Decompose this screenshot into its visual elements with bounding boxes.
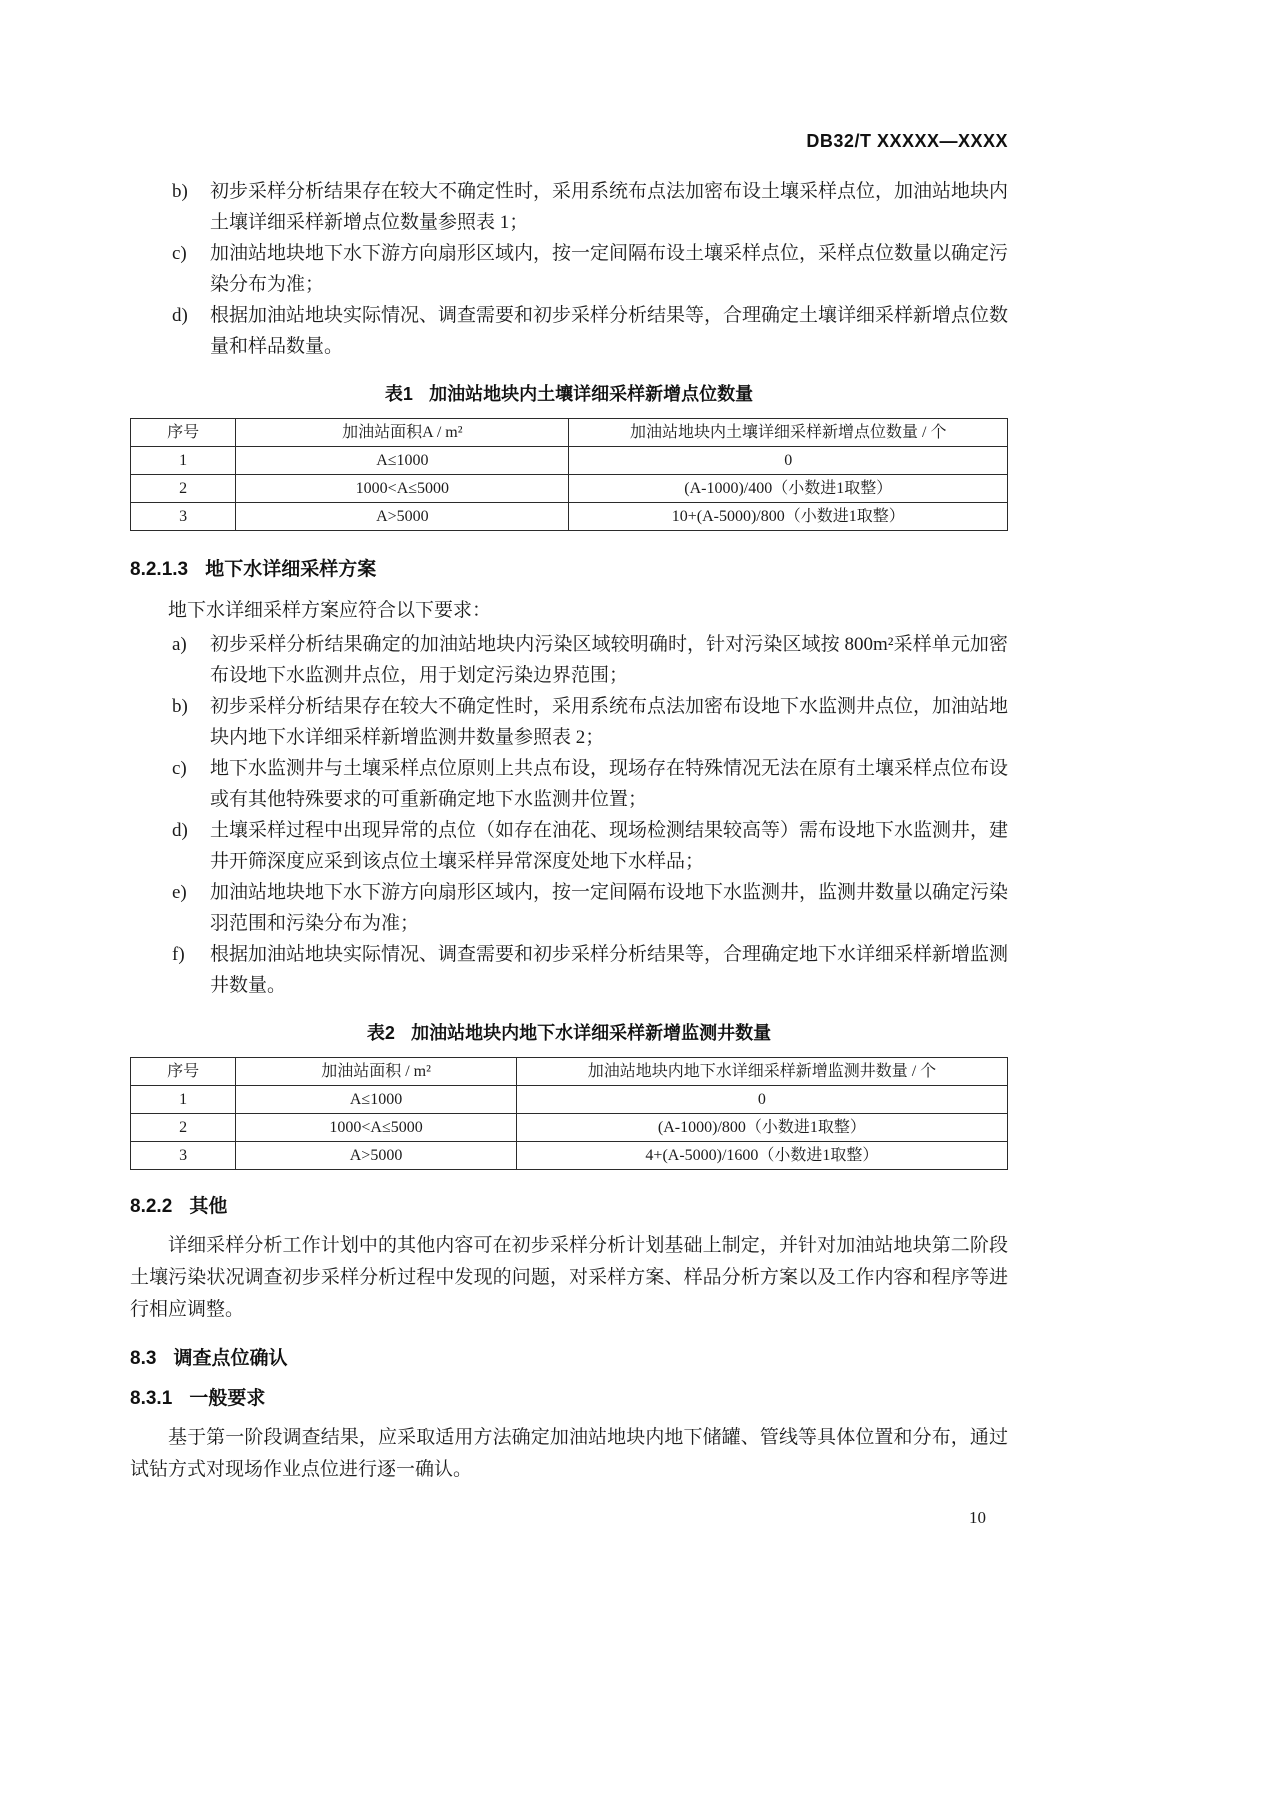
table2-cell: 3	[131, 1142, 236, 1170]
table2-header-row	[131, 1058, 1008, 1086]
table-row	[131, 1086, 1008, 1114]
table-row	[131, 447, 1008, 475]
section-number: 8.3.1	[130, 1388, 173, 1409]
list-item-label: c)	[172, 243, 187, 264]
list-item	[130, 815, 1008, 877]
table1-cell: 10+(A-5000)/800（小数进1取整）	[569, 503, 1008, 531]
list-item-label: b)	[172, 696, 188, 717]
table2-caption-title: 加油站地块内地下水详细采样新增监测井数量	[411, 1023, 772, 1043]
table1-header-cell: 序号	[131, 419, 236, 447]
table1-caption-title: 加油站地块内土壤详细采样新增点位数量	[429, 384, 754, 404]
table2	[130, 1057, 1008, 1170]
table2-cell: A>5000	[236, 1142, 517, 1170]
list-item-label: d)	[172, 820, 188, 841]
list-item-text: 根据加油站地块实际情况、调查需要和初步采样分析结果等，合理确定土壤详细采样新增点位数量和样品数量。	[210, 305, 1009, 357]
list-item-text: 地下水监测井与土壤采样点位原则上共点布设，现场存在特殊情况无法在原有土壤采样点位布设或有其他特殊要求的可重新确定地下水监测井位置；	[210, 758, 1009, 810]
table1-cell: A≤1000	[236, 447, 569, 475]
standard-number: DB32/T XXXXX—XXXX	[806, 131, 1008, 151]
table1-cell: 2	[131, 475, 236, 503]
list-item-label: f)	[172, 944, 185, 965]
table1-cell: 3	[131, 503, 236, 531]
other-paragraph: 详细采样分析工作计划中的其他内容可在初步采样分析计划基础上制定，并针对加油站地块第二阶段土壤污染状况调查初步采样分析过程中发现的问题，对采样方案、样品分析方案以及工作内容和程序等进行相应调整。	[130, 1235, 1008, 1320]
list-item-text: 加油站地块地下水下游方向扇形区域内，按一定间隔布设土壤采样点位，采样点位数量以确定污染分布为准；	[210, 243, 1009, 295]
list-item-text: 土壤采样过程中出现异常的点位（如存在油花、现场检测结果较高等）需布设地下水监测井，建井开筛深度应采到该点位土壤采样异常深度处地下水样品；	[210, 820, 1009, 872]
section-title: 一般要求	[189, 1388, 266, 1409]
section-title: 其他	[189, 1196, 228, 1217]
table1-caption	[130, 382, 1008, 406]
table2-cell: 1	[131, 1086, 236, 1114]
list-item	[130, 629, 1008, 691]
list-item	[130, 753, 1008, 815]
section-number: 8.2.2	[130, 1196, 173, 1217]
document-footer	[130, 1508, 1008, 1528]
table1-cell: 1	[131, 447, 236, 475]
section-number: 8.3	[130, 1348, 157, 1369]
section-title: 调查点位确认	[173, 1348, 288, 1369]
page-number: 10	[969, 1508, 986, 1527]
list-item-text: 根据加油站地块实际情况、调查需要和初步采样分析结果等，合理确定地下水详细采样新增监测井数量。	[210, 944, 1009, 996]
table2-cell: A≤1000	[236, 1086, 517, 1114]
table-row	[131, 503, 1008, 531]
general-requirements-paragraph: 基于第一阶段调查结果，应采取适用方法确定加油站地块内地下储罐、管线等具体位置和分布，通过试钻方式对现场作业点位进行逐一确认。	[130, 1427, 1008, 1480]
table1-cell: (A-1000)/400（小数进1取整）	[569, 475, 1008, 503]
list-item	[130, 300, 1008, 362]
table2-header-cell: 序号	[131, 1058, 236, 1086]
list-item-text: 初步采样分析结果存在较大不确定性时，采用系统布点法加密布设土壤采样点位，加油站地块内土壤详细采样新增点位数量参照表 1；	[210, 181, 1009, 233]
document-header	[130, 130, 1008, 152]
list-item-text: 初步采样分析结果存在较大不确定性时，采用系统布点法加密布设地下水监测井点位，加油站地块内地下水详细采样新增监测井数量参照表 2；	[210, 696, 1009, 748]
section-heading-8-2-2	[130, 1194, 1008, 1220]
list-item-label: d)	[172, 305, 188, 326]
table1-cell: 0	[569, 447, 1008, 475]
table-row	[131, 475, 1008, 503]
table1-caption-label: 表1	[384, 384, 413, 404]
table2-cell: (A-1000)/800（小数进1取整）	[516, 1114, 1007, 1142]
table2-cell: 2	[131, 1114, 236, 1142]
table1-header-row	[131, 419, 1008, 447]
table-row	[131, 1114, 1008, 1142]
table1-cell: A>5000	[236, 503, 569, 531]
list-item	[130, 939, 1008, 1001]
groundwater-intro-paragraph: 地下水详细采样方案应符合以下要求：	[168, 600, 492, 621]
table2-caption-label: 表2	[366, 1023, 395, 1043]
list-item	[130, 238, 1008, 300]
table2-header-cell: 加油站面积 / m²	[236, 1058, 517, 1086]
section-title: 地下水详细采样方案	[205, 559, 377, 580]
table2-cell: 1000<A≤5000	[236, 1114, 517, 1142]
table1-header-cell: 加油站面积A / m²	[236, 419, 569, 447]
section-heading-8-3-1	[130, 1386, 1008, 1412]
list-item	[130, 691, 1008, 753]
soil-sampling-list	[130, 176, 1008, 362]
table1	[130, 418, 1008, 531]
table1-cell: 1000<A≤5000	[236, 475, 569, 503]
table2-cell: 0	[516, 1086, 1007, 1114]
section-heading-8-2-1-3	[130, 557, 1008, 583]
table2-caption	[130, 1021, 1008, 1045]
list-item-text: 加油站地块地下水下游方向扇形区域内，按一定间隔布设地下水监测井，监测井数量以确定污染羽范围和污染分布为准；	[210, 882, 1009, 934]
list-item-label: a)	[172, 634, 187, 655]
list-item	[130, 877, 1008, 939]
groundwater-sampling-list	[130, 629, 1008, 1001]
section-heading-8-3	[130, 1346, 1008, 1372]
section-number: 8.2.1.3	[130, 559, 189, 580]
list-item	[130, 176, 1008, 238]
table-row	[131, 1142, 1008, 1170]
table2-cell: 4+(A-5000)/1600（小数进1取整）	[516, 1142, 1007, 1170]
list-item-label: e)	[172, 882, 187, 903]
list-item-label: b)	[172, 181, 188, 202]
list-item-text: 初步采样分析结果确定的加油站地块内污染区域较明确时，针对污染区域按 800m²采样单元加密布设地下水监测井点位，用于划定污染边界范围；	[210, 634, 1008, 686]
table1-header-cell: 加油站地块内土壤详细采样新增点位数量 / 个	[569, 419, 1008, 447]
table2-header-cell: 加油站地块内地下水详细采样新增监测井数量 / 个	[516, 1058, 1007, 1086]
list-item-label: c)	[172, 758, 187, 779]
